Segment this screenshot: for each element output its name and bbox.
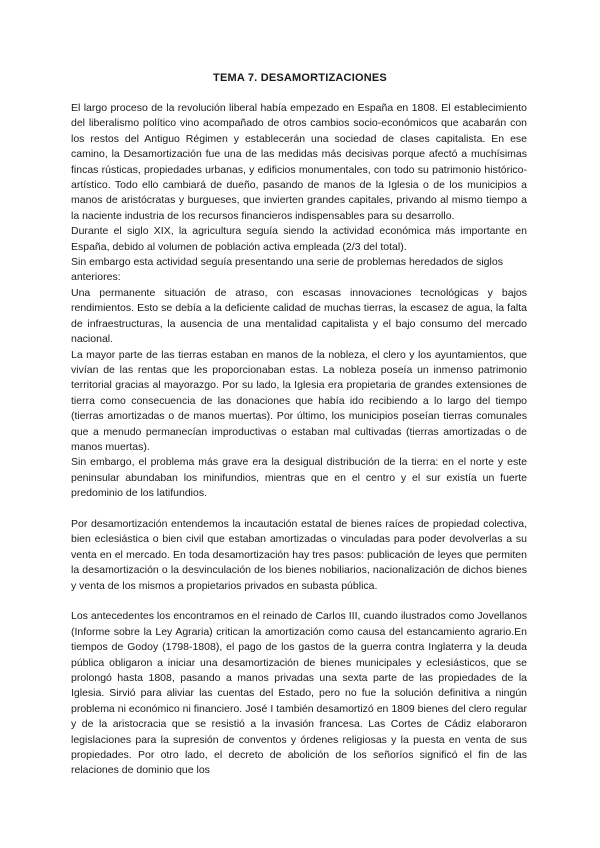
paragraph-gap [71, 502, 527, 517]
paragraph-gap [71, 594, 527, 609]
paragraph-land-distribution: Sin embargo, el problema más grave era la desigual distribución de la tierra: en el norte y este peninsular abundaban los minifundios, mientras que en el centro y el sur existía un fuerte predominio de los latifundios. [71, 456, 527, 500]
document-title: TEMA 7. DESAMORTIZACIONES [213, 72, 387, 84]
paragraph-definition: Por desamortización entendemos la incautación estatal de bienes raíces de propiedad colectiva, bien eclesiástica o bien civil que estaban amortizadas o vinculadas para poder devolverlas a su venta en el mercado. En toda desamortización hay tres pasos: publicación de leyes que permiten la desamortización o la desvinculación de los bienes nobiliarios, nacionalización de dichos bienes y venta de los mismos a propietarios privados en subasta pública. [71, 517, 527, 592]
paragraph-intro: El largo proceso de la revolución liberal había empezado en España en 1808. El establecimiento del liberalismo político vino acompañado de otros cambios socio-económicos que acabarán con los restos del Antiguo Régimen y establecerán una sociedad de clases capitalista. En ese camino, la Desamortización fue una de las medidas más decisivas porque afectó a muchísimas fincas rústicas, propiedades urbanas, y edificios monumentales, con todo su patrimonio histórico-artístico. Todo ello cambiará de dueño, pasando de manos de la Iglesia o de los municipios a manos de aristócratas y burgueses, que invierten grandes capitales, privando al mismo tiempo a la naciente industria de los recursos financieros indispensables para su desarrollo. [71, 102, 527, 222]
document-body [71, 101, 527, 779]
paragraph-land-ownership: La mayor parte de las tierras estaban en manos de la nobleza, el clero y los ayuntamientos, que vivían de las rentas que les proporcionaban estas. La nobleza poseía un inmenso patrimonio territorial gracias al mayorazgo. Por su lado, la Iglesia era propietaria de grandes extensiones de tierra como consecuencia de las donaciones que había ido recibiendo a lo largo del tiempo (tierras amortizadas o de manos muertas). Por último, los municipios poseían tierras comunales que a menudo permanecían improductivas o estaban mal cultivadas (tierras amortizadas o de manos muertas). [71, 348, 527, 453]
paragraph-backwardness: Una permanente situación de atraso, con escasas innovaciones tecnológicas y bajos rendimientos. Esto se debía a la deficiente calidad de muchas tierras, la escasez de agua, la falta de infraestructuras, la ausencia de una mentalidad capitalista y el bajo consumo del mercado nacional. [71, 286, 527, 346]
paragraph-problems-intro: Sin embargo esta actividad seguía presentando una serie de problemas heredados de siglos anteriores: [71, 256, 503, 284]
paragraph-agriculture: Durante el siglo XIX, la agricultura seguía siendo la actividad económica más importante en España, debido al volumen de población activa empleada (2/3 del total). [71, 225, 527, 253]
paragraph-antecedents: Los antecedentes los encontramos en el reinado de Carlos III, cuando ilustrados como Jovellanos (Informe sobre la Ley Agraria) critican la amortización como causa del estancamiento agrario.En tiempos de Godoy (1798-1808), el pago de los gastos de la guerra contra Inglaterra y la deuda pública obligaron a iniciar una desamortización de bienes municipales y eclesiásticos, que se prolongó hasta 1808, pasando a manos privadas una sexta parte de las propiedades de la Iglesia. Sirvió para aliviar las cuentas del Estado, pero no fue la solución definitiva a ningún problema ni económico ni financiero. José I también desamortizó en 1809 bienes del clero regular y de la aristocracia que se resistió a la invasión francesa. Las Cortes de Cádiz elaboraron legislaciones para la supresión de conventos y órdenes religiosas y la puesta en venta de sus propiedades. Por otro lado, el decreto de abolición de los señoríos significó el fin de las relaciones de dominio que los [71, 610, 527, 777]
